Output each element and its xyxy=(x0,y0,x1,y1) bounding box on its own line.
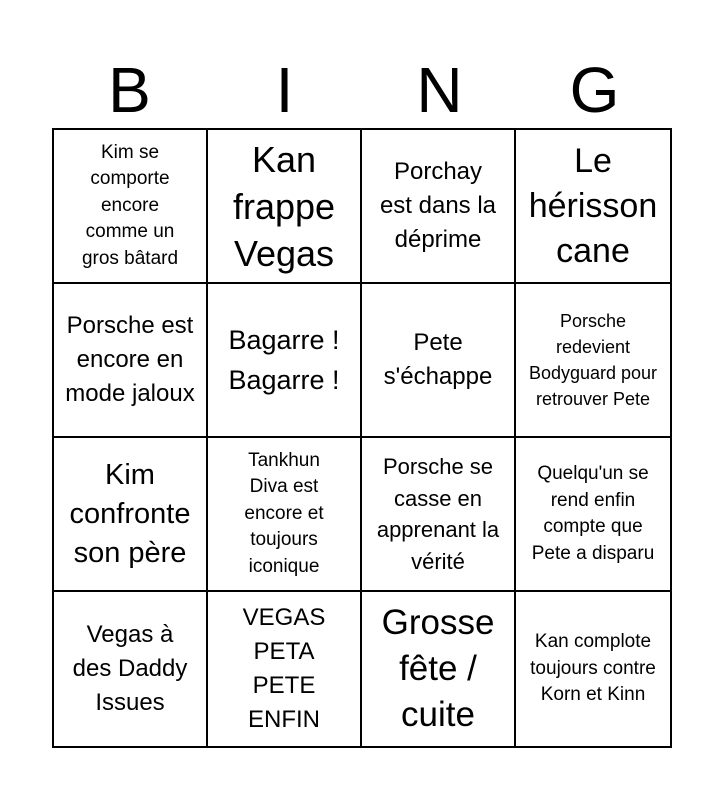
cell-text: Tankhun Diva est encore et toujours iconique xyxy=(244,449,324,577)
bingo-cell[interactable] xyxy=(516,130,670,284)
header-letter-n: N xyxy=(416,54,463,126)
bingo-cell[interactable] xyxy=(208,438,362,592)
bingo-cell[interactable] xyxy=(362,130,516,284)
cell-text: Pete s'échappe xyxy=(383,329,493,390)
cell-text: Kim se comporte encore comme un gros bâtard xyxy=(81,141,179,269)
header-letter-b: B xyxy=(108,54,151,126)
cell-text: Porchay est dans la déprime xyxy=(379,158,497,253)
cell-text: Grosse fête / cuite xyxy=(381,603,495,734)
cell-text: Kim confronte son père xyxy=(69,458,191,569)
bingo-cell[interactable] xyxy=(208,284,362,438)
cell-text: Le hérisson cane xyxy=(528,141,658,270)
bingo-cell[interactable] xyxy=(362,284,516,438)
cell-text: Kan complote toujours contre Korn et Kinn xyxy=(530,631,656,706)
bingo-cell[interactable] xyxy=(208,592,362,746)
bingo-cell[interactable] xyxy=(362,592,516,746)
cell-text: VEGAS PETA PETE ENFIN xyxy=(242,604,326,733)
header-letter-g: G xyxy=(569,54,620,126)
bingo-board xyxy=(52,128,672,748)
cell-text: Vegas à des Daddy Issues xyxy=(72,621,188,716)
bingo-cell[interactable] xyxy=(54,130,208,284)
cell-text: Porsche redevient Bodyguard pour retrouver Pete xyxy=(528,311,658,409)
cell-text: Quelqu'un se rend enfin compte que Pete a disparu xyxy=(531,463,655,564)
header-letter-i: I xyxy=(275,54,294,126)
bingo-cell[interactable] xyxy=(54,284,208,438)
bingo-header xyxy=(52,52,672,128)
bingo-cell[interactable] xyxy=(516,284,670,438)
bingo-cell[interactable] xyxy=(54,438,208,592)
bingo-cell[interactable] xyxy=(516,438,670,592)
cell-text: Kan frappe Vegas xyxy=(232,138,336,274)
bingo-cell[interactable] xyxy=(362,438,516,592)
bingo-cell[interactable] xyxy=(208,130,362,284)
cell-text: Bagarre ! Bagarre ! xyxy=(228,325,340,395)
bingo-cell[interactable] xyxy=(516,592,670,746)
cell-text: Porsche se casse en apprenant la vérité xyxy=(376,454,500,574)
cell-text: Porsche est encore en mode jaloux xyxy=(65,312,195,407)
bingo-cell[interactable] xyxy=(54,592,208,746)
